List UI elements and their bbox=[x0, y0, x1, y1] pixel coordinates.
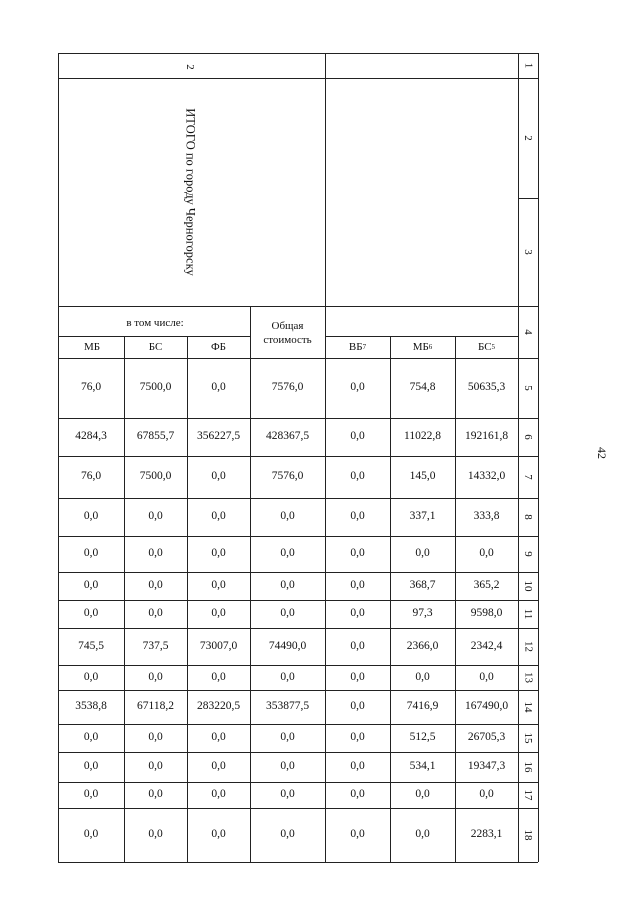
table-cell-total: 0,0 bbox=[280, 579, 295, 592]
header-bs5-label: БС bbox=[477, 340, 492, 353]
table-cell-bs: 0,0 bbox=[148, 788, 163, 801]
column-number: 11 bbox=[522, 608, 535, 620]
strip-line-12 bbox=[518, 665, 538, 666]
header-mb6-label: МБ bbox=[412, 340, 429, 353]
column-number: 18 bbox=[522, 829, 535, 841]
table-cell-bs5: 26705,3 bbox=[467, 731, 506, 744]
column-number: 9 bbox=[522, 551, 535, 557]
table-cell-total: 0,0 bbox=[280, 607, 295, 620]
table-cell-bs: 0,0 bbox=[148, 607, 163, 620]
strip-line-2 bbox=[518, 198, 538, 199]
table-cell-total: 428367,5 bbox=[265, 430, 310, 443]
table-cell-bs5: 365,2 bbox=[473, 579, 500, 592]
header-vb7: ВБ 7 bbox=[348, 340, 367, 353]
strip-line-6 bbox=[518, 456, 538, 457]
table-cell-bs5: 0,0 bbox=[479, 788, 494, 801]
table-cell-mb6: 97,3 bbox=[412, 607, 433, 620]
table-cell-bs5: 0,0 bbox=[479, 547, 494, 560]
table-cell-bs: 67118,2 bbox=[137, 700, 174, 713]
table-cell-mb: 0,0 bbox=[83, 607, 99, 620]
table-cell-bs5: 2342,4 bbox=[470, 639, 503, 652]
strip-line-15 bbox=[518, 752, 538, 753]
table-cell-fb: 0,0 bbox=[211, 828, 226, 841]
table-cell-vb7: 0,0 bbox=[350, 470, 365, 483]
table-cell-vb7: 0,0 bbox=[350, 731, 365, 744]
table-cell-bs: 0,0 bbox=[148, 579, 163, 592]
table-cell-mb: 0,0 bbox=[83, 731, 99, 744]
column-number: 15 bbox=[522, 732, 535, 744]
column-number: 4 bbox=[522, 329, 535, 335]
strip-line-9 bbox=[518, 572, 538, 573]
table-cell-bs5: 9598,0 bbox=[470, 607, 503, 620]
table-cell-vb7: 0,0 bbox=[350, 579, 365, 592]
table-cell-vb7: 0,0 bbox=[350, 828, 365, 841]
frame-top bbox=[58, 53, 538, 54]
table-cell-bs5: 0,0 bbox=[479, 670, 494, 683]
column-number: 12 bbox=[522, 641, 535, 652]
table-cell-vb7: 0,0 bbox=[350, 547, 365, 560]
table-cell-fb: 0,0 bbox=[211, 470, 226, 483]
table-cell-bs: 7500,0 bbox=[139, 470, 172, 483]
table-cell-total: 0,0 bbox=[280, 731, 295, 744]
table-cell-mb: 76,0 bbox=[80, 470, 102, 483]
table-cell-vb7: 0,0 bbox=[350, 788, 365, 801]
table-cell-mb6: 337,1 bbox=[409, 510, 436, 523]
table-cell-fb: 0,0 bbox=[211, 547, 226, 560]
table-cell-vb7: 0,0 bbox=[350, 607, 365, 620]
table-cell-fb: 0,0 bbox=[211, 510, 226, 523]
column-number: 10 bbox=[522, 580, 535, 592]
header-vb7-label: ВБ bbox=[348, 340, 363, 353]
table-cell-bs: 67855,7 bbox=[136, 430, 175, 443]
table-cell-mb6: 512,5 bbox=[409, 731, 436, 744]
strip-line-5 bbox=[518, 418, 538, 419]
page-number: 42 bbox=[595, 447, 610, 459]
table-cell-total: 0,0 bbox=[280, 510, 295, 523]
table-cell-total: 353877,5 bbox=[265, 700, 310, 713]
table-cell-bs: 0,0 bbox=[148, 828, 163, 841]
table-cell-total: 7576,0 bbox=[271, 381, 304, 394]
table-cell-bs: 0,0 bbox=[148, 760, 163, 773]
strip-line-11 bbox=[518, 628, 538, 629]
table-cell-fb: 0,0 bbox=[211, 670, 226, 683]
column-number: 17 bbox=[522, 789, 535, 801]
table-cell-mb6: 0,0 bbox=[415, 788, 430, 801]
header-mb6: МБ 6 bbox=[412, 340, 433, 353]
strip-line-8 bbox=[518, 536, 538, 537]
table-cell-mb: 3538,8 bbox=[75, 700, 107, 713]
column-number: 1 bbox=[522, 62, 535, 69]
strip-line-14 bbox=[518, 724, 538, 725]
column-number: 8 bbox=[522, 514, 535, 520]
table-cell-mb6: 534,1 bbox=[409, 760, 436, 773]
table-title: ИТОГО по городу Черногорску bbox=[183, 108, 198, 276]
table-cell-total: 0,0 bbox=[280, 760, 295, 773]
column-number: 2 bbox=[522, 135, 535, 141]
table-cell-mb6: 0,0 bbox=[415, 547, 430, 560]
header-line-code bbox=[58, 78, 518, 79]
table-cell-fb: 0,0 bbox=[211, 579, 226, 592]
table-cell-mb: 0,0 bbox=[83, 788, 99, 801]
table-cell-total: 0,0 bbox=[280, 788, 295, 801]
table-cell-vb7: 0,0 bbox=[350, 760, 365, 773]
table-cell-bs5: 2283,1 bbox=[470, 828, 503, 841]
table-cell-mb: 0,0 bbox=[83, 547, 99, 560]
table-cell-mb: 4284,3 bbox=[75, 430, 107, 443]
column-number: 3 bbox=[522, 249, 535, 255]
table-cell-mb6: 145,0 bbox=[409, 470, 436, 483]
table-cell-mb: 0,0 bbox=[83, 579, 99, 592]
strip-line-13 bbox=[518, 690, 538, 691]
table-cell-total: 0,0 bbox=[280, 828, 295, 841]
table-cell-mb6: 754,8 bbox=[409, 381, 436, 394]
header-in-total: в том числе: bbox=[126, 316, 184, 329]
table-cell-mb: 0,0 bbox=[83, 828, 99, 841]
strip-line-10 bbox=[518, 600, 538, 601]
table-cell-fb: 0,0 bbox=[211, 760, 226, 773]
strip-line-4 bbox=[518, 358, 538, 359]
table-cell-vb7: 0,0 bbox=[350, 510, 365, 523]
table-cell-bs: 0,0 bbox=[148, 670, 163, 683]
column-number: 6 bbox=[522, 434, 535, 440]
table-cell-bs5: 50635,3 bbox=[467, 381, 506, 394]
table-cell-fb: 0,0 bbox=[211, 607, 226, 620]
table-cell-bs5: 19347,3 bbox=[467, 760, 506, 773]
table-cell-total: 0,0 bbox=[280, 547, 295, 560]
table-cell-bs5: 192161,8 bbox=[464, 430, 509, 443]
table-cell-vb7: 0,0 bbox=[350, 700, 365, 713]
strip-line-7 bbox=[518, 498, 538, 499]
header-mb: МБ bbox=[83, 340, 101, 353]
table-cell-fb: 0,0 bbox=[211, 788, 226, 801]
table-cell-mb6: 368,7 bbox=[409, 579, 436, 592]
header-code: 2 bbox=[184, 64, 197, 70]
table-cell-fb: 283220,5 bbox=[196, 700, 241, 713]
table-cell-mb6: 2366,0 bbox=[406, 639, 439, 652]
table-cell-mb6: 0,0 bbox=[415, 670, 430, 683]
table-cell-bs5: 333,8 bbox=[473, 510, 500, 523]
table-cell-bs: 0,0 bbox=[148, 731, 163, 744]
header-total-cost bbox=[250, 310, 325, 358]
table-cell-mb: 76,0 bbox=[80, 381, 102, 394]
column-number: 7 bbox=[522, 474, 535, 480]
header-divider-vertical bbox=[325, 53, 326, 358]
table-cell-vb7: 0,0 bbox=[350, 381, 365, 394]
header-bs: БС bbox=[148, 340, 163, 353]
column-number: 14 bbox=[522, 701, 535, 713]
table-cell-bs: 0,0 bbox=[148, 547, 163, 560]
table-cell-mb: 0,0 bbox=[83, 760, 99, 773]
table-cell-fb: 0,0 bbox=[211, 381, 226, 394]
table-cell-fb: 0,0 bbox=[211, 731, 226, 744]
table-cell-bs5: 14332,0 bbox=[467, 470, 506, 483]
strip-line-16 bbox=[518, 782, 538, 783]
table-cell-bs: 7500,0 bbox=[139, 381, 172, 394]
table-cell-mb: 0,0 bbox=[83, 670, 99, 683]
header-total-cost-line2: стоимость bbox=[263, 334, 312, 346]
table-cell-vb7: 0,0 bbox=[350, 430, 365, 443]
table-cell-mb6: 7416,9 bbox=[406, 700, 439, 713]
table-cell-total: 74490,0 bbox=[268, 639, 307, 652]
table-cell-bs: 0,0 bbox=[148, 510, 163, 523]
strip-line-1 bbox=[518, 78, 538, 79]
column-number: 5 bbox=[522, 385, 535, 391]
table-cell-fb: 73007,0 bbox=[199, 639, 238, 652]
table-cell-vb7: 0,0 bbox=[350, 639, 365, 652]
row-line-14 bbox=[58, 862, 518, 863]
table-cell-bs5: 167490,0 bbox=[464, 700, 509, 713]
table-cell-mb: 745,5 bbox=[78, 639, 104, 652]
table-cell-vb7: 0,0 bbox=[350, 670, 365, 683]
table-cell-mb6: 11022,8 bbox=[404, 430, 441, 443]
table-cell-fb: 356227,5 bbox=[196, 430, 241, 443]
header-bs5: БС 5 bbox=[477, 340, 496, 353]
header-fb: ФБ bbox=[210, 340, 226, 353]
column-number: 13 bbox=[522, 672, 535, 683]
column-number: 16 bbox=[522, 761, 535, 773]
table-cell-mb6: 0,0 bbox=[415, 828, 430, 841]
strip-line-17 bbox=[518, 808, 538, 809]
table-cell-total: 0,0 bbox=[280, 670, 295, 683]
table-cell-mb: 0,0 bbox=[83, 510, 99, 523]
strip-line-3 bbox=[518, 306, 538, 307]
table-cell-bs: 737,5 bbox=[142, 639, 169, 652]
table-cell-total: 7576,0 bbox=[271, 470, 304, 483]
header-line-main bbox=[58, 306, 518, 307]
header-total-cost-line1: Общая bbox=[271, 320, 304, 333]
